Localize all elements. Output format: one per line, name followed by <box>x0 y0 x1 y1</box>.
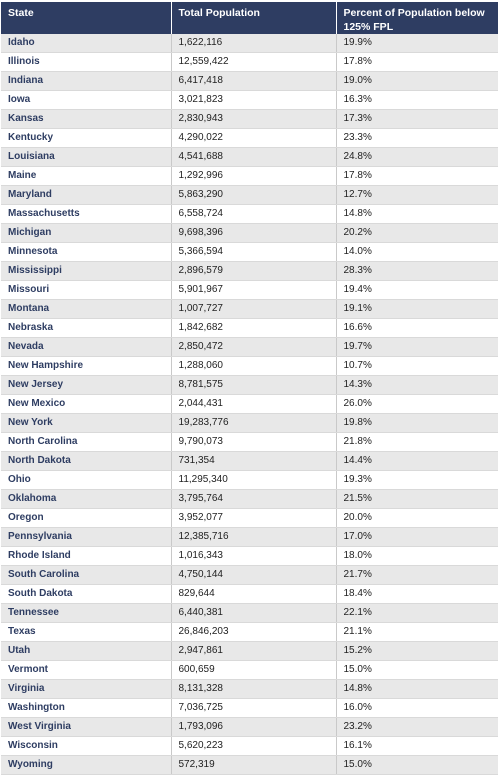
table-row <box>1 300 498 319</box>
percent-cell: 12.7% <box>336 186 498 205</box>
percent-cell: 19.7% <box>336 338 498 357</box>
population-cell: 1,622,116 <box>171 34 336 53</box>
population-cell: 1,842,682 <box>171 319 336 338</box>
percent-cell: 19.1% <box>336 300 498 319</box>
header-state: State <box>1 2 171 34</box>
population-cell: 9,790,073 <box>171 433 336 452</box>
population-cell: 2,947,861 <box>171 642 336 661</box>
population-cell: 2,850,472 <box>171 338 336 357</box>
population-cell: 6,417,418 <box>171 72 336 91</box>
table-row <box>1 585 498 604</box>
table-row <box>1 680 498 699</box>
state-cell: North Carolina <box>1 433 171 452</box>
state-cell: Wisconsin <box>1 737 171 756</box>
percent-cell: 20.2% <box>336 224 498 243</box>
table-row <box>1 167 498 186</box>
percent-cell: 21.8% <box>336 433 498 452</box>
table-row <box>1 129 498 148</box>
state-cell: Ohio <box>1 471 171 490</box>
state-cell: Louisiana <box>1 148 171 167</box>
state-cell: Oregon <box>1 509 171 528</box>
population-cell: 4,290,022 <box>171 129 336 148</box>
table-row <box>1 414 498 433</box>
percent-cell: 21.1% <box>336 623 498 642</box>
population-cell: 12,559,422 <box>171 53 336 72</box>
state-cell: South Carolina <box>1 566 171 585</box>
table-row <box>1 699 498 718</box>
table-row <box>1 319 498 338</box>
percent-cell: 10.7% <box>336 357 498 376</box>
percent-cell: 18.0% <box>336 547 498 566</box>
state-cell: New Hampshire <box>1 357 171 376</box>
population-cell: 4,541,688 <box>171 148 336 167</box>
percent-cell: 15.2% <box>336 642 498 661</box>
table-row <box>1 91 498 110</box>
state-cell: Vermont <box>1 661 171 680</box>
table-row <box>1 376 498 395</box>
state-cell: Virginia <box>1 680 171 699</box>
header-total-population: Total Population <box>171 2 336 34</box>
state-cell: Oklahoma <box>1 490 171 509</box>
population-cell: 1,793,096 <box>171 718 336 737</box>
table-row <box>1 623 498 642</box>
population-cell: 2,044,431 <box>171 395 336 414</box>
table-row <box>1 281 498 300</box>
percent-cell: 16.0% <box>336 699 498 718</box>
percent-cell: 14.8% <box>336 680 498 699</box>
population-cell: 3,795,764 <box>171 490 336 509</box>
state-cell: Idaho <box>1 34 171 53</box>
population-cell: 1,288,060 <box>171 357 336 376</box>
population-cell: 1,007,727 <box>171 300 336 319</box>
percent-cell: 16.1% <box>336 737 498 756</box>
population-cell: 8,781,575 <box>171 376 336 395</box>
state-cell: New Jersey <box>1 376 171 395</box>
table-row <box>1 737 498 756</box>
table-row <box>1 433 498 452</box>
percent-cell: 19.3% <box>336 471 498 490</box>
state-cell: Rhode Island <box>1 547 171 566</box>
state-cell: Nebraska <box>1 319 171 338</box>
percent-cell: 16.3% <box>336 91 498 110</box>
percent-cell: 18.4% <box>336 585 498 604</box>
table-row <box>1 490 498 509</box>
table-row <box>1 756 498 775</box>
state-cell: Nevada <box>1 338 171 357</box>
population-cell: 2,896,579 <box>171 262 336 281</box>
poverty-table-container <box>1 2 498 775</box>
population-cell: 19,283,776 <box>171 414 336 433</box>
state-cell: Mississippi <box>1 262 171 281</box>
population-cell: 5,366,594 <box>171 243 336 262</box>
percent-cell: 15.0% <box>336 661 498 680</box>
percent-cell: 19.4% <box>336 281 498 300</box>
population-cell: 11,295,340 <box>171 471 336 490</box>
percent-cell: 24.8% <box>336 148 498 167</box>
population-cell: 12,385,716 <box>171 528 336 547</box>
population-cell: 5,901,967 <box>171 281 336 300</box>
population-cell: 3,021,823 <box>171 91 336 110</box>
percent-cell: 19.8% <box>336 414 498 433</box>
header-percent-below-fpl: Percent of Population below 125% FPL <box>336 2 498 34</box>
state-cell: Utah <box>1 642 171 661</box>
table-row <box>1 53 498 72</box>
table-header <box>1 2 498 34</box>
state-cell: Texas <box>1 623 171 642</box>
table-row <box>1 547 498 566</box>
state-cell: Michigan <box>1 224 171 243</box>
state-cell: Washington <box>1 699 171 718</box>
percent-cell: 17.0% <box>336 528 498 547</box>
percent-cell: 21.7% <box>336 566 498 585</box>
percent-cell: 17.8% <box>336 167 498 186</box>
percent-cell: 19.9% <box>336 34 498 53</box>
percent-cell: 23.2% <box>336 718 498 737</box>
percent-cell: 15.0% <box>336 756 498 775</box>
percent-cell: 28.3% <box>336 262 498 281</box>
percent-cell: 14.4% <box>336 452 498 471</box>
table-row <box>1 186 498 205</box>
state-cell: Maine <box>1 167 171 186</box>
state-cell: Massachusetts <box>1 205 171 224</box>
table-row <box>1 34 498 53</box>
state-cell: North Dakota <box>1 452 171 471</box>
state-cell: Wyoming <box>1 756 171 775</box>
table-row <box>1 395 498 414</box>
state-cell: Illinois <box>1 53 171 72</box>
table-row <box>1 452 498 471</box>
population-cell: 26,846,203 <box>171 623 336 642</box>
header-row <box>1 2 498 34</box>
state-cell: South Dakota <box>1 585 171 604</box>
table-row <box>1 224 498 243</box>
state-cell: Missouri <box>1 281 171 300</box>
state-cell: Kansas <box>1 110 171 129</box>
state-cell: Tennessee <box>1 604 171 623</box>
table-row <box>1 509 498 528</box>
table-row <box>1 604 498 623</box>
state-cell: Iowa <box>1 91 171 110</box>
percent-cell: 17.3% <box>336 110 498 129</box>
table-row <box>1 718 498 737</box>
population-cell: 829,644 <box>171 585 336 604</box>
percent-cell: 17.8% <box>336 53 498 72</box>
state-cell: Kentucky <box>1 129 171 148</box>
table-row <box>1 471 498 490</box>
population-cell: 1,292,996 <box>171 167 336 186</box>
table-row <box>1 528 498 547</box>
percent-cell: 19.0% <box>336 72 498 91</box>
population-cell: 731,354 <box>171 452 336 471</box>
percent-cell: 22.1% <box>336 604 498 623</box>
population-cell: 3,952,077 <box>171 509 336 528</box>
percent-cell: 26.0% <box>336 395 498 414</box>
population-cell: 572,319 <box>171 756 336 775</box>
table-row <box>1 110 498 129</box>
percent-cell: 20.0% <box>336 509 498 528</box>
percent-cell: 14.0% <box>336 243 498 262</box>
percent-cell: 14.3% <box>336 376 498 395</box>
population-cell: 4,750,144 <box>171 566 336 585</box>
percent-cell: 14.8% <box>336 205 498 224</box>
population-cell: 6,440,381 <box>171 604 336 623</box>
population-cell: 9,698,396 <box>171 224 336 243</box>
table-row <box>1 205 498 224</box>
population-cell: 7,036,725 <box>171 699 336 718</box>
percent-cell: 16.6% <box>336 319 498 338</box>
state-cell: West Virginia <box>1 718 171 737</box>
table-body <box>1 34 498 775</box>
table-row <box>1 72 498 91</box>
state-cell: Minnesota <box>1 243 171 262</box>
table-row <box>1 148 498 167</box>
state-cell: New York <box>1 414 171 433</box>
state-cell: Indiana <box>1 72 171 91</box>
state-cell: Montana <box>1 300 171 319</box>
population-cell: 5,620,223 <box>171 737 336 756</box>
table-row <box>1 357 498 376</box>
poverty-table <box>1 2 498 775</box>
table-row <box>1 243 498 262</box>
state-cell: Maryland <box>1 186 171 205</box>
state-cell: New Mexico <box>1 395 171 414</box>
population-cell: 5,863,290 <box>171 186 336 205</box>
table-row <box>1 566 498 585</box>
table-row <box>1 338 498 357</box>
population-cell: 2,830,943 <box>171 110 336 129</box>
state-cell: Pennsylvania <box>1 528 171 547</box>
table-row <box>1 262 498 281</box>
population-cell: 600,659 <box>171 661 336 680</box>
population-cell: 8,131,328 <box>171 680 336 699</box>
table-row <box>1 642 498 661</box>
population-cell: 6,558,724 <box>171 205 336 224</box>
percent-cell: 23.3% <box>336 129 498 148</box>
percent-cell: 21.5% <box>336 490 498 509</box>
population-cell: 1,016,343 <box>171 547 336 566</box>
table-row <box>1 661 498 680</box>
